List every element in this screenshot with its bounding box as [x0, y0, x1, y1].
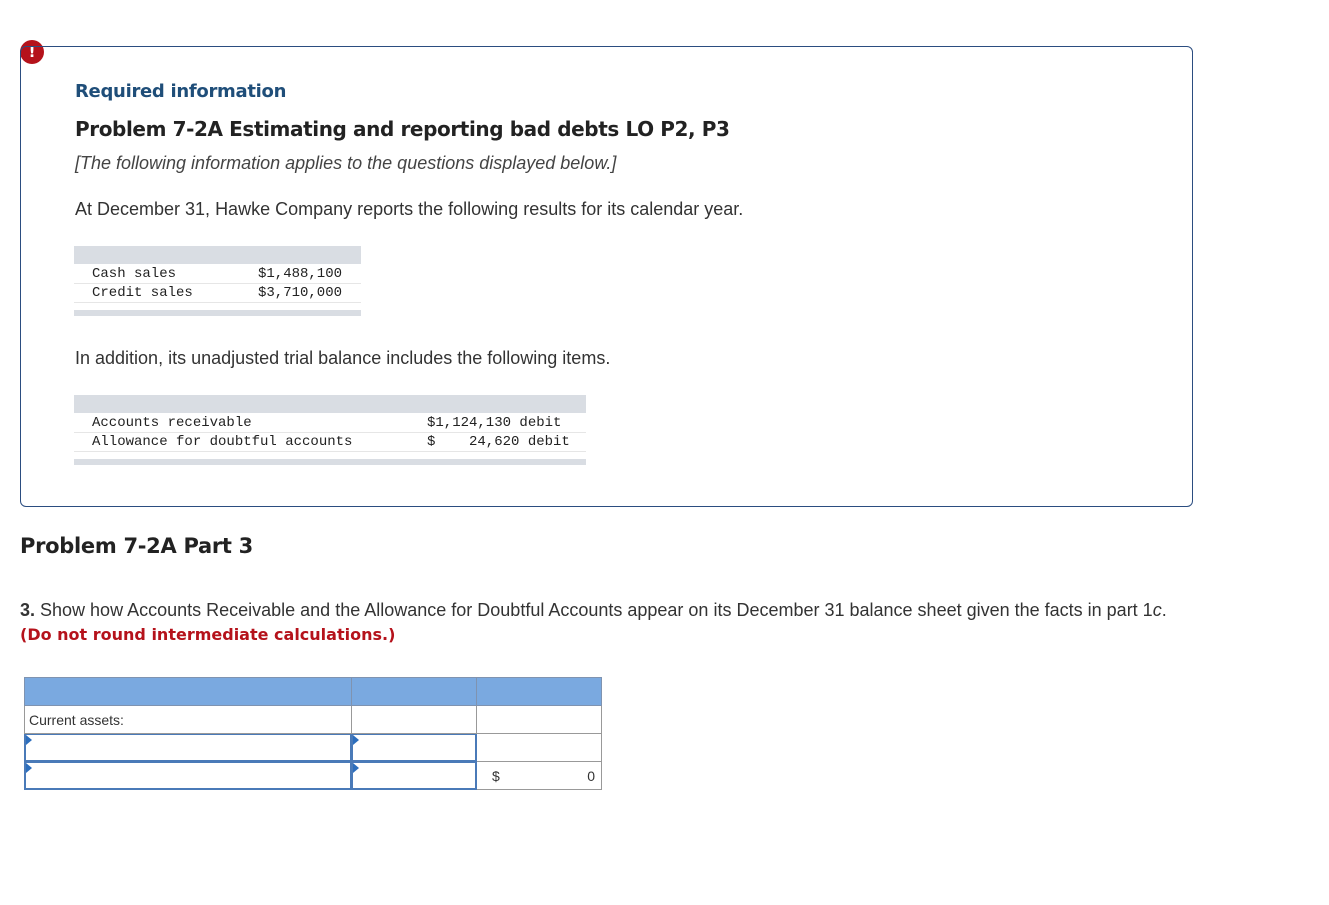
- table-row: [74, 414, 586, 433]
- empty-cell: [477, 706, 602, 734]
- net-receivable-value: 0: [587, 768, 595, 784]
- account-select-cell: [25, 734, 352, 762]
- empty-cell: [477, 734, 602, 762]
- table-header-row: [25, 678, 602, 706]
- sales-value: $1,488,100: [258, 266, 343, 282]
- question-number: 3.: [20, 600, 36, 620]
- sales-table: [74, 246, 361, 318]
- dropdown-indicator-icon[interactable]: [26, 735, 32, 745]
- balance-sheet-answer-table: [24, 677, 602, 790]
- question-text: [20, 598, 1200, 647]
- account-select-cell: [25, 762, 352, 790]
- trial-balance-table: [74, 395, 586, 467]
- sales-label: Credit sales: [92, 285, 193, 301]
- question-end: .: [1161, 600, 1167, 620]
- dropdown-indicator-icon[interactable]: [353, 763, 359, 773]
- table-row: [74, 433, 586, 452]
- required-information-heading: Required information: [75, 81, 287, 102]
- header-cell: [477, 678, 602, 706]
- dropdown-indicator-icon[interactable]: [26, 763, 32, 773]
- sales-label: Cash sales: [92, 266, 177, 282]
- current-assets-label: Current assets:: [25, 706, 352, 734]
- amount-input-1[interactable]: [352, 734, 476, 761]
- trial-value: $1,124,130 debit: [427, 415, 562, 431]
- account-name-input-1[interactable]: [25, 734, 351, 761]
- account-name-input-2[interactable]: [25, 762, 351, 789]
- table-row: [25, 734, 602, 762]
- amount-cell: [352, 762, 477, 790]
- table-row: [74, 284, 361, 303]
- dollar-sign: $: [492, 768, 500, 784]
- header-cell: [352, 678, 477, 706]
- alert-icon: !: [20, 40, 44, 64]
- header-cell: [25, 678, 352, 706]
- table-row: [25, 762, 602, 790]
- amount-input-2[interactable]: [352, 762, 476, 789]
- table-row: [74, 265, 361, 284]
- question-part-letter: c: [1152, 600, 1162, 620]
- dropdown-indicator-icon[interactable]: [353, 735, 359, 745]
- addition-paragraph: In addition, its unadjusted trial balance includes the following items.: [75, 348, 611, 368]
- problem-title: Problem 7-2A Estimating and reporting bad debts LO P2, P3: [75, 117, 730, 141]
- trial-label: Accounts receivable: [92, 415, 252, 431]
- trial-label: Allowance for doubtful accounts: [92, 434, 353, 450]
- table-row: [25, 706, 602, 734]
- applies-note: [The following information applies to the questions displayed below.]: [75, 153, 617, 173]
- trial-value: $ 24,620 debit: [427, 434, 570, 450]
- intro-paragraph: At December 31, Hawke Company reports the following results for its calendar year.: [75, 199, 744, 219]
- amount-cell: [352, 734, 477, 762]
- question-body: Show how Accounts Receivable and the Allowance for Doubtful Accounts appear on its December 31 balance sheet given the facts in part 1: [35, 600, 1153, 620]
- part-title: Problem 7-2A Part 3: [20, 534, 253, 558]
- sales-value: $3,710,000: [258, 285, 343, 301]
- required-information-panel: [20, 46, 1193, 507]
- empty-cell: [352, 706, 477, 734]
- rounding-warning: (Do not round intermediate calculations.): [20, 625, 396, 644]
- total-cell: [477, 762, 602, 790]
